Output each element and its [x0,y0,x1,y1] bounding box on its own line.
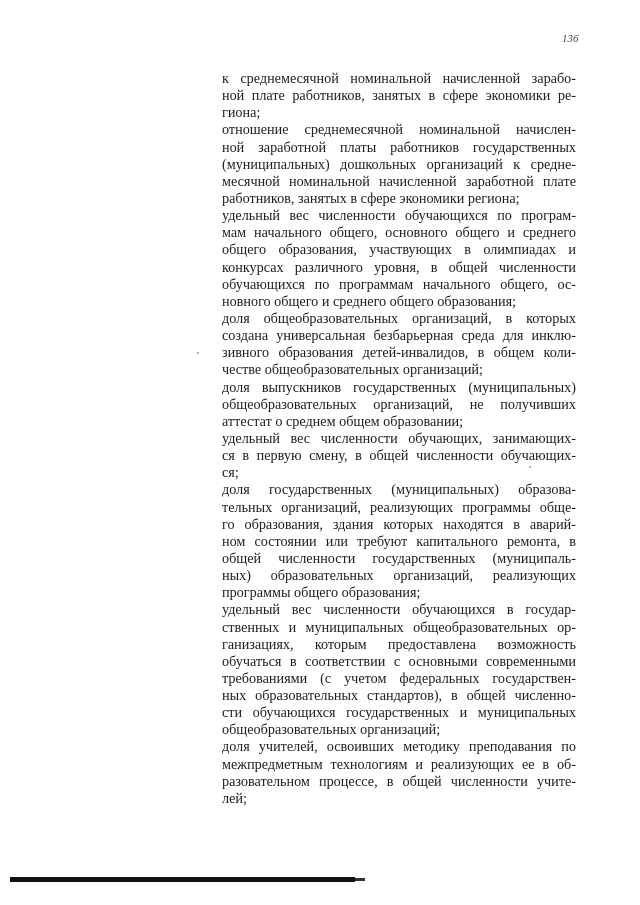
text-line: общеобразовательных организаций; [222,722,441,739]
text-line: ся; [222,465,239,482]
text-line: конкурсах различного уровня, в общей численности [222,259,576,276]
text-line: общего образования, участвующих в олимпиадах и [222,242,576,259]
text-line: ных) образовательных организаций, реализующих [222,568,576,585]
text-line: сти обучающихся государственных и муниципальных [222,705,576,722]
text-line: зивного образования детей-инвалидов, в общем коли- [222,345,576,362]
text-line: новного общего и среднего общего образования; [222,293,517,310]
text-line: удельный вес численности обучающихся по програм- [222,208,576,225]
text-line: лей; [222,790,247,807]
text-line: обучающихся по программам начального общего, ос- [222,276,576,293]
text-line: ся в первую смену, в общей численности обучающих- [222,448,576,465]
text-line: мам начального общего, основного общего и среднего [222,225,576,242]
text-line: ганизациях, которым предоставлена возможность [222,636,576,653]
text-line: программы общего образования; [222,585,421,602]
text-line: доля государственных (муниципальных) образова- [222,482,576,499]
text-line: отношение среднемесячной номинальной начислен- [222,122,576,139]
scan-speck [529,466,531,468]
text-line: к среднемесячной номинальной начисленной зарабо- [222,71,576,87]
text-line: создана универсальная безбарьерная среда для инклю- [222,328,576,345]
text-line: ной плате работников, занятых в сфере экономики ре- [222,88,576,105]
text-line: доля общеобразовательных организаций, в которых [222,310,576,327]
text-line: межпредметным технологиям и реализующих ее в об- [222,756,576,773]
text-line: ственных и муниципальных общеобразовательных ор- [222,619,576,636]
text-line: месячной номинальной начисленной заработной плате [222,173,576,190]
text-line: (муниципальных) дошкольных организаций к средне- [222,156,576,173]
text-line: удельный вес численности обучающих, занимающих- [222,430,576,447]
text-line: доля учителей, освоивших методику преподавания по [222,739,576,756]
text-line: честве общеобразовательных организаций; [222,362,483,379]
text-line: аттестат о среднем общем образовании; [222,413,464,430]
text-line: ном состоянии или требуют капитального ремонта, в [222,533,576,550]
text-line: обучаться в соответствии с основными современными [222,653,576,670]
page-number: 136 [562,33,579,45]
text-line: ной заработной платы работников государственных [222,139,576,156]
text-line: общеобразовательных организаций, не получивших [222,396,576,413]
text-line: доля выпускников государственных (муниципальных) [222,379,576,396]
text-line: работников, занятых в сфере экономики региона; [222,190,520,207]
text-line: удельный вес численности обучающихся в государ- [222,602,576,619]
scan-artifact-bar [10,877,355,882]
scan-artifact-bar-thin [355,878,365,881]
text-line: общей численности государственных (муниципаль- [222,550,576,567]
text-line: требованиями (с учетом федеральных государствен- [222,670,576,687]
text-line: го образования, здания которых находятся в аварий- [222,516,576,533]
scan-speck [197,352,199,354]
text-block [222,71,576,808]
text-line: ных образовательных стандартов), в общей численно- [222,688,576,705]
text-line: тельных организаций, реализующих программы обще- [222,499,576,516]
text-line: гиона; [222,105,261,122]
text-line: разовательном процессе, в общей численности учите- [222,773,576,790]
